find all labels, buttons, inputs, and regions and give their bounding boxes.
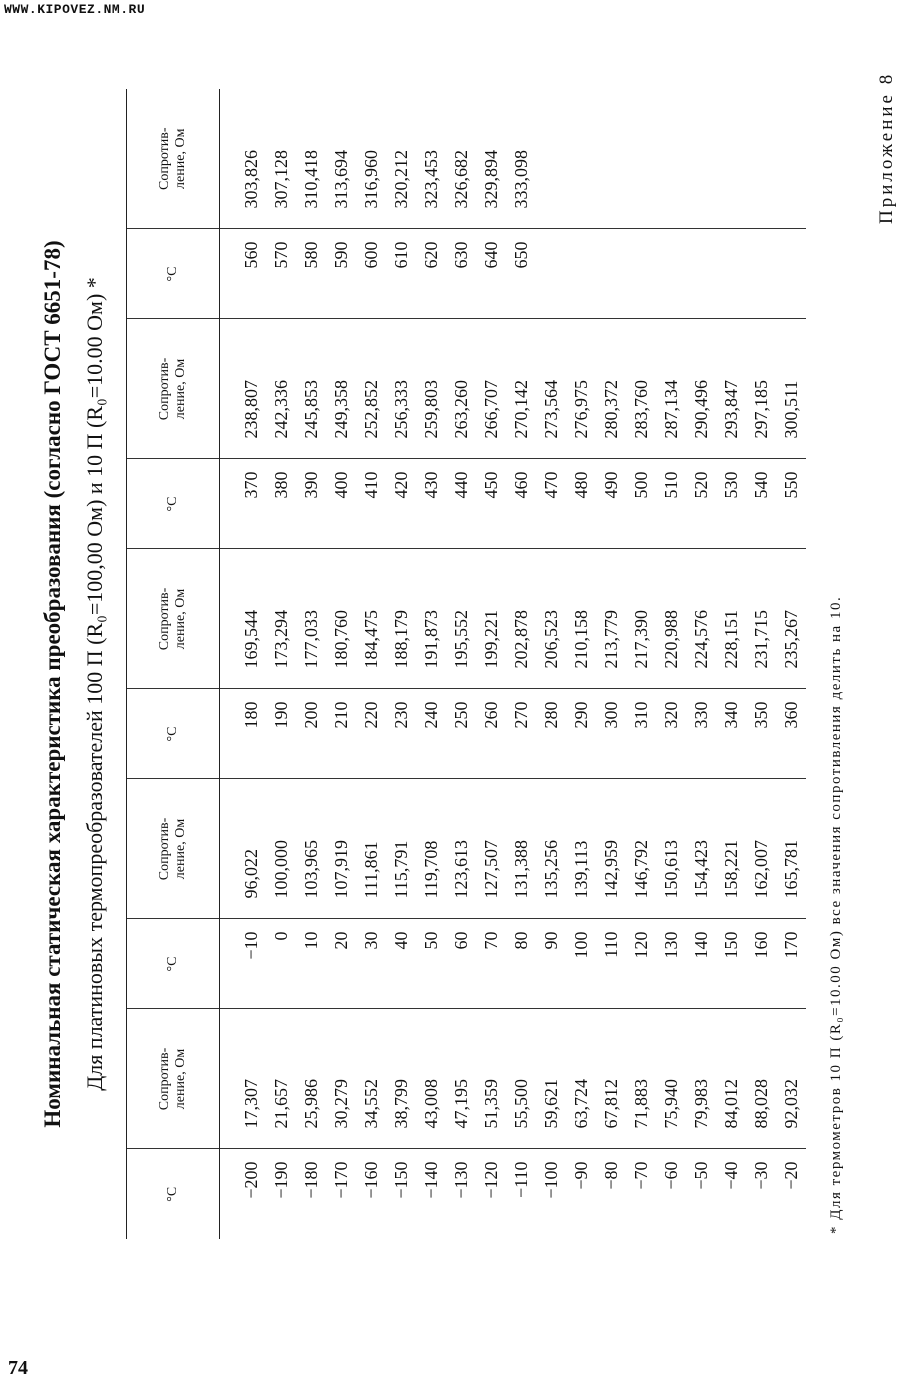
resistance-cell: 173,294 [266, 549, 296, 689]
site-url: WWW.KIPOVEZ.NM.RU [4, 2, 146, 17]
temperature-cell: −40 [720, 1161, 741, 1190]
resistance-cell: 280,372 [596, 319, 626, 459]
resistance-cell: 249,358 [326, 319, 356, 459]
temperature-cell: 420 [386, 459, 416, 549]
resistance-cell: 139,113 [566, 779, 596, 919]
temperature-cell [566, 229, 596, 319]
resistance-cell: 92,032 [776, 1009, 806, 1149]
temperature-cell [536, 229, 566, 319]
temperature-cell: 390 [296, 459, 326, 549]
resistance-cell: 320,212 [386, 89, 416, 229]
temperature-cell: 290 [566, 689, 596, 779]
res-header: Сопротив- ление, Ом [127, 89, 220, 229]
resistance-cell [716, 89, 746, 229]
resistance-cell: 245,853 [296, 319, 326, 459]
temperature-cell: −80 [600, 1161, 621, 1190]
temperature-cell: 10 [296, 919, 326, 1009]
temperature-cell: −120 [480, 1161, 501, 1199]
temperature-cell: 320 [656, 689, 686, 779]
resistance-cell: 270,142 [506, 319, 536, 459]
temperature-cell: 230 [386, 689, 416, 779]
resistance-cell: 180,760 [326, 549, 356, 689]
temperature-cell: −200 [240, 1161, 261, 1199]
temperature-cell [746, 229, 776, 319]
temperature-cell: 280 [536, 689, 566, 779]
resistance-cell [656, 89, 686, 229]
temperature-cell: 600 [356, 229, 386, 319]
resistance-cell: 115,791 [386, 779, 416, 919]
temperature-cell: 220 [356, 689, 386, 779]
resistance-cell: 329,894 [476, 89, 506, 229]
resistance-cell: 63,724 [566, 1009, 596, 1149]
temperature-cell: −170 [330, 1161, 351, 1199]
temperature-cell: −150 [390, 1161, 411, 1199]
temperature-cell: −190 [270, 1161, 291, 1199]
temperature-cell: 310 [626, 689, 656, 779]
resistance-cell: 252,852 [356, 319, 386, 459]
resistance-cell: 127,507 [476, 779, 506, 919]
temperature-cell: 60 [446, 919, 476, 1009]
temperature-cell: 190 [266, 689, 296, 779]
table-row [446, 89, 476, 1239]
resistance-cell [536, 89, 566, 229]
resistance-cell: 59,621 [536, 1009, 566, 1149]
temperature-cell: 560 [220, 229, 267, 319]
table-row [326, 89, 356, 1239]
footnote: * Для термометров 10 П (R₀=10.00 Ом) все значения сопротивления делить на 10. [828, 595, 844, 1234]
temperature-cell: 490 [596, 459, 626, 549]
temperature-cell: 520 [686, 459, 716, 549]
resistance-cell: 79,983 [686, 1009, 716, 1149]
temperature-cell [626, 229, 656, 319]
resistance-cell: 177,033 [296, 549, 326, 689]
resistance-cell: 290,496 [686, 319, 716, 459]
temperature-cell: 470 [536, 459, 566, 549]
temperature-cell: 510 [656, 459, 686, 549]
temp-header: °С [127, 689, 220, 779]
temperature-cell: 90 [536, 919, 566, 1009]
res-header: Сопротив- ление, Ом [127, 549, 220, 689]
resistance-cell: 107,919 [326, 779, 356, 919]
resistance-cell: 235,267 [776, 549, 806, 689]
temperature-cell: 380 [266, 459, 296, 549]
resistance-cell: 162,007 [746, 779, 776, 919]
resistance-cell: 154,423 [686, 779, 716, 919]
temperature-cell: −90 [570, 1161, 591, 1190]
temperature-cell: 250 [446, 689, 476, 779]
temperature-cell: 270 [506, 689, 536, 779]
resistance-cell: 34,552 [356, 1009, 386, 1149]
resistance-cell: 231,715 [746, 549, 776, 689]
resistance-cell: 88,028 [746, 1009, 776, 1149]
temperature-cell: 650 [506, 229, 536, 319]
resistance-cell: 273,564 [536, 319, 566, 459]
temperature-cell: 640 [476, 229, 506, 319]
resistance-cell: 307,128 [266, 89, 296, 229]
resistance-cell: 263,260 [446, 319, 476, 459]
temperature-cell: 130 [656, 919, 686, 1009]
temperature-cell: 460 [506, 459, 536, 549]
resistance-cell: 67,812 [596, 1009, 626, 1149]
resistance-cell: 259,803 [416, 319, 446, 459]
resistance-cell: 210,158 [566, 549, 596, 689]
resistance-cell: 206,523 [536, 549, 566, 689]
temperature-cell: −70 [630, 1161, 651, 1190]
resistance-cell: 131,388 [506, 779, 536, 919]
temp-header: °С [127, 459, 220, 549]
resistance-cell: 142,959 [596, 779, 626, 919]
resistance-cell: 220,988 [656, 549, 686, 689]
resistance-cell [776, 89, 806, 229]
temperature-cell: 430 [416, 459, 446, 549]
temperature-cell: 620 [416, 229, 446, 319]
temperature-cell: 330 [686, 689, 716, 779]
resistance-cell: 47,195 [446, 1009, 476, 1149]
table-subtitle: Для платиновых термопреобразователей 100 П (R₀=100,00 Ом) и 10 П (R₀=10.00 Ом) * [82, 277, 107, 1091]
resistance-cell: 184,475 [356, 549, 386, 689]
table-row [356, 89, 386, 1239]
temperature-cell: 260 [476, 689, 506, 779]
temperature-cell: 350 [746, 689, 776, 779]
temperature-cell: 360 [776, 689, 806, 779]
table-row [220, 89, 267, 1239]
temperature-cell [656, 229, 686, 319]
resistance-cell: 300,511 [776, 319, 806, 459]
resistance-cell: 84,012 [716, 1009, 746, 1149]
resistance-cell: 55,500 [506, 1009, 536, 1149]
temperature-cell: 0 [266, 919, 296, 1009]
temperature-cell: −100 [540, 1161, 561, 1199]
temperature-cell: 170 [776, 919, 806, 1009]
temperature-cell: 400 [326, 459, 356, 549]
temperature-cell: −160 [360, 1161, 381, 1199]
table-row [626, 89, 656, 1239]
appendix-label: Приложение 8 [876, 71, 897, 224]
resistance-cell: 293,847 [716, 319, 746, 459]
temperature-cell: 340 [716, 689, 746, 779]
res-header: Сопротив- ление, Ом [127, 779, 220, 919]
temperature-cell: 530 [716, 459, 746, 549]
table-row [776, 89, 806, 1239]
table-row [716, 89, 746, 1239]
resistance-cell: 96,022 [220, 779, 267, 919]
temperature-cell: 110 [596, 919, 626, 1009]
table-row [506, 89, 536, 1239]
resistance-cell: 217,390 [626, 549, 656, 689]
resistance-cell: 21,657 [266, 1009, 296, 1149]
temperature-cell [686, 229, 716, 319]
resistance-cell: 202,878 [506, 549, 536, 689]
resistance-cell [746, 89, 776, 229]
resistance-cell: 303,826 [220, 89, 267, 229]
resistance-table [126, 89, 806, 1239]
table-row [656, 89, 686, 1239]
table-title: Номинальная статическая характеристика преобразования (согласно ГОСТ 6651-78) [40, 240, 65, 1128]
resistance-cell: 195,552 [446, 549, 476, 689]
temperature-cell: −110 [510, 1161, 531, 1198]
temperature-cell: 580 [296, 229, 326, 319]
temperature-cell: 570 [266, 229, 296, 319]
resistance-cell [686, 89, 716, 229]
temperature-cell: −30 [750, 1161, 771, 1190]
temperature-cell: 120 [626, 919, 656, 1009]
resistance-cell: 146,792 [626, 779, 656, 919]
resistance-cell: 238,807 [220, 319, 267, 459]
resistance-cell: 38,799 [386, 1009, 416, 1149]
temperature-cell: 200 [296, 689, 326, 779]
table-row [476, 89, 506, 1239]
temperature-cell: −10 [220, 919, 267, 1009]
resistance-cell: 323,453 [416, 89, 446, 229]
table-row [566, 89, 596, 1239]
table-row [686, 89, 716, 1239]
temperature-cell: 410 [356, 459, 386, 549]
resistance-cell: 135,256 [536, 779, 566, 919]
temperature-cell: −20 [780, 1161, 801, 1190]
resistance-cell: 158,221 [716, 779, 746, 919]
resistance-cell: 228,151 [716, 549, 746, 689]
temperature-cell: 300 [596, 689, 626, 779]
table-row [266, 89, 296, 1239]
temperature-cell: 610 [386, 229, 416, 319]
resistance-cell: 169,544 [220, 549, 267, 689]
resistance-cell: 310,418 [296, 89, 326, 229]
resistance-cell [596, 89, 626, 229]
temperature-cell: 540 [746, 459, 776, 549]
temperature-cell: 70 [476, 919, 506, 1009]
temperature-cell [776, 229, 806, 319]
resistance-cell: 165,781 [776, 779, 806, 919]
resistance-cell: 199,221 [476, 549, 506, 689]
temperature-cell: 40 [386, 919, 416, 1009]
temperature-cell: 550 [776, 459, 806, 549]
resistance-cell: 123,613 [446, 779, 476, 919]
temperature-cell: −180 [300, 1161, 321, 1199]
resistance-cell: 103,965 [296, 779, 326, 919]
resistance-cell [566, 89, 596, 229]
table-row [596, 89, 626, 1239]
temperature-cell: 440 [446, 459, 476, 549]
resistance-cell: 100,000 [266, 779, 296, 919]
resistance-cell: 25,986 [296, 1009, 326, 1149]
temp-header: °С [127, 229, 220, 319]
temperature-cell: 480 [566, 459, 596, 549]
resistance-cell: 333,098 [506, 89, 536, 229]
resistance-cell: 51,359 [476, 1009, 506, 1149]
resistance-cell: 111,861 [356, 779, 386, 919]
temperature-cell: 80 [506, 919, 536, 1009]
temperature-cell: −130 [450, 1161, 471, 1199]
resistance-cell: 224,576 [686, 549, 716, 689]
temp-header: °С [127, 1149, 220, 1239]
temperature-cell: 630 [446, 229, 476, 319]
temperature-cell: 100 [566, 919, 596, 1009]
temperature-cell: 450 [476, 459, 506, 549]
resistance-cell: 119,708 [416, 779, 446, 919]
table-row [386, 89, 416, 1239]
temperature-cell: 30 [356, 919, 386, 1009]
resistance-cell: 283,760 [626, 319, 656, 459]
resistance-cell: 75,940 [656, 1009, 686, 1149]
resistance-cell: 150,613 [656, 779, 686, 919]
resistance-cell: 287,134 [656, 319, 686, 459]
resistance-cell [626, 89, 656, 229]
resistance-cell: 313,694 [326, 89, 356, 229]
table-row [746, 89, 776, 1239]
resistance-cell: 256,333 [386, 319, 416, 459]
res-header: Сопротив- ление, Ом [127, 319, 220, 459]
temperature-cell: 160 [746, 919, 776, 1009]
resistance-cell: 213,779 [596, 549, 626, 689]
temperature-cell: −50 [690, 1161, 711, 1190]
resistance-cell: 17,307 [220, 1009, 267, 1149]
resistance-cell: 71,883 [626, 1009, 656, 1149]
temperature-cell: 240 [416, 689, 446, 779]
resistance-cell: 191,873 [416, 549, 446, 689]
res-header: Сопротив- ление, Ом [127, 1009, 220, 1149]
table-row [416, 89, 446, 1239]
resistance-cell: 276,975 [566, 319, 596, 459]
resistance-cell: 188,179 [386, 549, 416, 689]
temperature-cell: 590 [326, 229, 356, 319]
resistance-cell: 316,960 [356, 89, 386, 229]
table-row [536, 89, 566, 1239]
resistance-cell: 242,336 [266, 319, 296, 459]
table-row [296, 89, 326, 1239]
temperature-cell: 20 [326, 919, 356, 1009]
temperature-cell: −140 [420, 1161, 441, 1199]
temperature-cell [596, 229, 626, 319]
resistance-cell: 30,279 [326, 1009, 356, 1149]
resistance-cell: 297,185 [746, 319, 776, 459]
resistance-cell: 326,682 [446, 89, 476, 229]
temperature-cell: 500 [626, 459, 656, 549]
table-header-row [127, 89, 220, 1239]
temp-header: °С [127, 919, 220, 1009]
temperature-cell: 180 [220, 689, 267, 779]
temperature-cell: 50 [416, 919, 446, 1009]
temperature-cell: 210 [326, 689, 356, 779]
temperature-cell: 150 [716, 919, 746, 1009]
resistance-cell: 266,707 [476, 319, 506, 459]
temperature-cell: −60 [660, 1161, 681, 1190]
temperature-cell [716, 229, 746, 319]
page-number: 74 [8, 1357, 28, 1379]
resistance-cell: 43,008 [416, 1009, 446, 1149]
temperature-cell: 140 [686, 919, 716, 1009]
temperature-cell: 370 [220, 459, 267, 549]
